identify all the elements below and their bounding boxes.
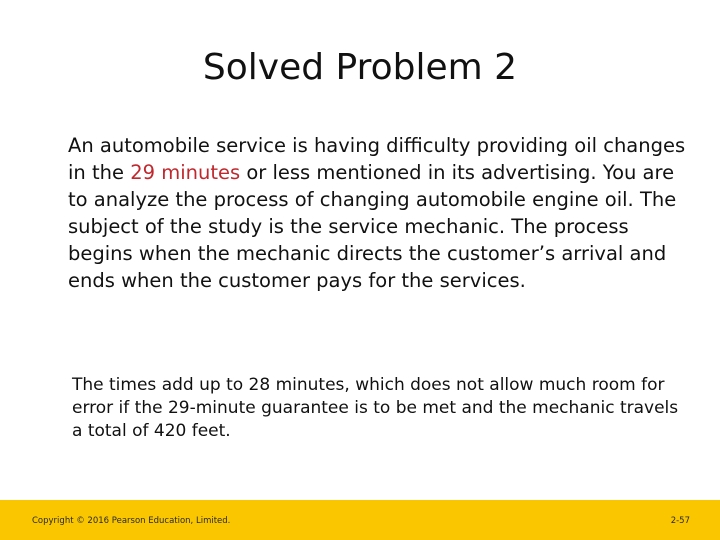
problem-statement-text-after: or less mentioned in its advertising. You are to analyze the process of changing automobile engine oil. The subject of the study is the service mechanic. The process begins when the mechanic directs the customer’s arrival and ends when the customer pays for the services. <box>68 161 677 292</box>
copyright-notice: Copyright © 2016 Pearson Education, Limited. <box>32 516 231 526</box>
slide-title: Solved Problem 2 <box>202 47 518 88</box>
problem-statement <box>68 132 688 294</box>
problem-statement-text-before: An automobile service is having difficulty providing oil changes in the <box>68 134 686 184</box>
footer-bar <box>0 500 720 540</box>
analysis-result: The times add up to 28 minutes, which does not allow much room for error if the 29-minute guarantee is to be met and the mechanic travels a total of 420 feet. <box>72 375 679 441</box>
highlighted-time: 29 minutes <box>130 161 241 184</box>
page-number: 2-57 <box>670 516 690 526</box>
